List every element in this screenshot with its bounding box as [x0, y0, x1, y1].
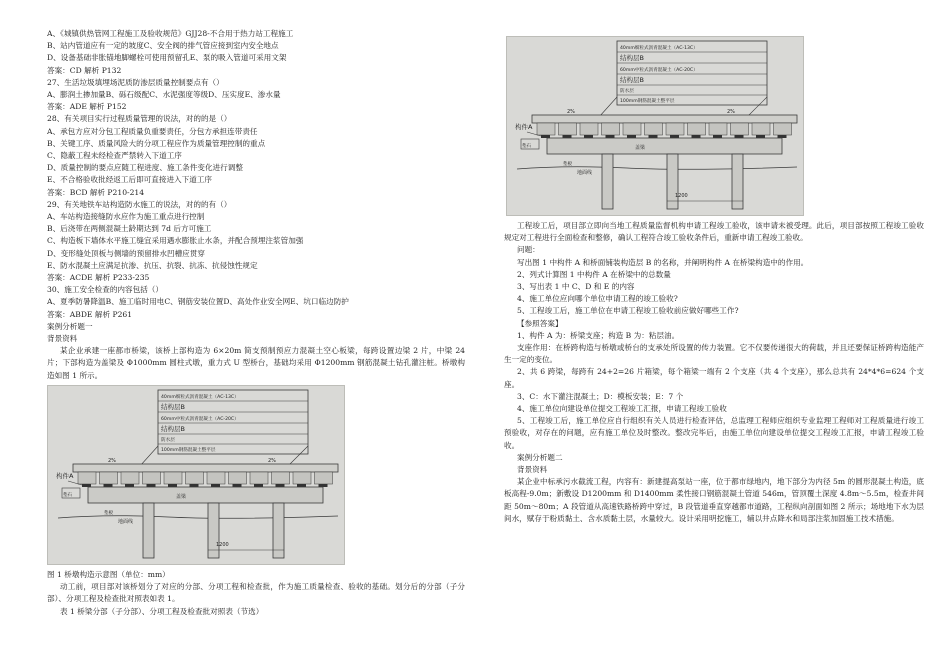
- left-text-lines: [47, 28, 465, 345]
- girder-section: [709, 123, 727, 135]
- table-caption: 表 1 桥梁分部（子分部）、分项工程及检查批对照表（节选）: [60, 606, 264, 616]
- question-2: 2、列式计算图 1 中构件 A 在桥梁中的总数量: [517, 269, 671, 279]
- case2-background: 背景资料: [517, 465, 548, 475]
- bearing-pad: [670, 135, 679, 138]
- answer-5: 5、工程竣工后，施工单位应自行组织有关人员进行检查评估，总监理工程师应组织专业监理工程师对工程质量进行竣工预验收，对存在的问题，应有施工单位及时整改。整改完毕后，由施工单位向建设单位提交工程竣工汇报，申请工程竣工验收。: [504, 416, 924, 450]
- text-line: C、构造板下墙体水平施工缝宜采用遇水膨胀止水条，并配合预埋注浆管加强: [47, 236, 304, 246]
- answer-1a: 1、构件 A 为：桥梁支座；构造 B 为：粘层油。: [517, 330, 680, 340]
- answer-4: 4、施工单位向建设单位提交工程竣工汇报，申请工程竣工验收: [517, 404, 727, 414]
- girder-section: [293, 472, 311, 484]
- component-a-label: 构件A: [56, 471, 74, 480]
- text-line: B、关键工序、质量风险大的分项工程应作为质量管理控制的重点: [47, 138, 266, 148]
- pier-column: [602, 154, 613, 209]
- layer-label-layerB1: 结构层B: [161, 402, 185, 411]
- text-line: E、防水混凝土应满足抗渗、抗压、抗裂、抗冻、抗侵蚀性规定: [47, 260, 258, 270]
- ground-line-label: 地面线: [118, 518, 134, 525]
- girder-section: [100, 472, 118, 484]
- question-5: 5、工程竣工后，施工单位在申请工程竣工验收前应做好哪些工作?: [517, 306, 739, 316]
- text-line: 28、有关项目实行过程质量管理的说法，对的的是（）: [47, 114, 232, 124]
- bearing-pad: [584, 135, 593, 138]
- layer-label-layerB2: 结构层B: [620, 76, 644, 84]
- girder-section: [143, 472, 161, 484]
- bearing-pad: [254, 484, 263, 487]
- text-line: 答案：ACDE 解析 P233-235: [47, 273, 150, 283]
- text-line: 答案：BCD 解析 P210-214: [47, 187, 145, 197]
- layer-label-layer3: 防水层: [620, 89, 634, 94]
- leader-line: [288, 446, 308, 466]
- girder-section: [207, 472, 225, 484]
- pier-structure-figure-2: [506, 36, 804, 216]
- answer-1b: 支座作用：在桥跨构造与桥墩或桥台的支承处所设置的传力装置。它不仅要传递很大的荷载，并且还要保证桥跨构造能产生一定的变位。: [504, 343, 924, 365]
- bearing-pad: [190, 484, 199, 487]
- bearing-pad: [82, 484, 91, 487]
- text-line: E、不合格验收批经返工后即可直接进入下道工序: [47, 175, 213, 185]
- text-line: A、膨润土掺加量B、砾石级配C、水泥强度等级D、压实度E、渗水量: [47, 90, 281, 100]
- layer-label-layer2: 60mm中粒式沥青混凝土（AC-20C）: [161, 416, 239, 422]
- text-line: C、隐蔽工程未经检查严禁转入下道工序: [47, 151, 182, 161]
- question-title: 问题：: [517, 245, 540, 255]
- text-line: A、《城镇供热管网工程施工及验收规范》GJJ28-不合用于热力站工程施工: [47, 29, 294, 38]
- pier-diagram: [48, 386, 344, 564]
- case2-title: 案例分析题二: [517, 452, 563, 462]
- answer-3: 3、C：水下灌注混凝土；D：模板安装；E：7 个: [517, 391, 684, 401]
- text-line: A、车站构造接缝防水应作为施工重点进行控制: [47, 212, 205, 222]
- cushion-label: 垫板: [104, 510, 113, 516]
- leader-line: [140, 446, 158, 466]
- layer-label-layer4: 100mm钢筋混凝土整平层: [620, 99, 675, 104]
- bearing-pad: [233, 484, 242, 487]
- girder-section: [645, 123, 663, 135]
- ground-line-label: 地面线: [577, 170, 593, 176]
- case2-paragraph: 某企业中标承污水截流工程，内容有：新建提高泵站一座，位于都市绿地内，地下部分为内径 5m 的圆形混凝土构造，底板高程-9.0m；新敷设 D1200mm 和 D1400mm 柔性接口钢筋混凝土管道 546m，管顶覆土深度 4.8m～5.5m，检查井间距 50m～80m；A 段管道从高速铁路桥跨中穿过，B 段管道垂直穿越都市道路，工程纵向剖面如图 2 所示；场地地下水为层间水，赋存于粉质黏土、含水质黏土层，水量较大。设计采用明挖施工，辅以井点降水和局部注浆加固施工技术措施。: [504, 477, 924, 523]
- girder-section: [164, 472, 182, 484]
- cap-beam-label: 盖梁: [635, 145, 646, 151]
- text-line: 案例分析题一: [47, 321, 93, 331]
- layer-label-layerB2: 结构层B: [161, 424, 185, 433]
- completion-paragraph: 工程竣工后，项目部立即向当地工程质量监督机构申请工程竣工验收，该申请未被受理。此后，项目部按照工程竣工验收规定对工程进行全面检查和整修，确认工程符合竣工验收条件后，重新申请工程竣工验收。: [504, 221, 924, 243]
- text-line: D、质量控制的要点应随工程进度、施工条件变化进行调整: [47, 163, 243, 173]
- text-line: 答案：ADE 解析 P152: [47, 102, 127, 112]
- layer-label-layer4: 100mm钢筋混凝土整平层: [161, 447, 216, 453]
- pier-structure-figure: [47, 385, 345, 565]
- background-paragraph: 某企业承建一座都市桥梁，该桥上部构造为 6×20m 简支预制预应力混凝土空心板梁，每跨设置边梁 2 片，中梁 24 片；下部构造为盖梁及 Φ1000mm 圆柱式墩，重力式 U 型桥台，基础均采用 Φ1200mm 钢筋混凝土钻孔灌注桩。桥墩构造如图 1 所示。: [47, 346, 465, 380]
- slope-label-left: 2%: [567, 109, 575, 115]
- bridge-deck: [73, 464, 338, 472]
- dimension-1200-label: 1200: [216, 541, 229, 548]
- girder-section: [315, 472, 333, 484]
- slope-label-left: 2%: [108, 457, 116, 464]
- bearing-pad: [692, 135, 701, 138]
- ground-line: [58, 516, 338, 519]
- bearing-pad: [735, 135, 744, 138]
- bearing-pad: [319, 484, 328, 487]
- girder-section: [272, 472, 290, 484]
- left-column: [47, 28, 465, 618]
- question-4: 4、施工单位应向哪个单位申请工程的竣工验收?: [517, 294, 678, 304]
- girder-section: [537, 123, 555, 135]
- girder-section: [688, 123, 706, 135]
- girder-section: [623, 123, 641, 135]
- bridge-deck: [532, 115, 797, 123]
- text-line: 27、生活垃圾填埋场泥质防渗层质量控制要点有（）: [47, 77, 224, 87]
- text-line: A、承包方应对分包工程质量负重要责任，分包方承担连带责任: [47, 126, 258, 136]
- girder-section: [580, 123, 598, 135]
- text-line: 答案：ABDE 解析 P261: [47, 309, 133, 319]
- dimension-1200-label: 1200: [675, 193, 688, 199]
- bearing-pad: [713, 135, 722, 138]
- after-paragraph: 动工前，项目部对该桥划分了对应的分部、分项工程和检查批，作为施工质量检查、验收的基础。划分后的分部（子分部）、分项工程及检查批对照表如表 1。: [47, 582, 465, 604]
- answer-title: 【参照答案】: [517, 318, 563, 328]
- cushion-label: 垫板: [563, 162, 572, 167]
- bearing-pad: [756, 135, 765, 138]
- girder-section: [229, 472, 247, 484]
- bearing-pad: [606, 135, 615, 138]
- girder-section: [186, 472, 204, 484]
- layer-label-layer1: 40mm细粒式沥青混凝土（AC-13C）: [620, 46, 698, 51]
- pier-diagram-2: [507, 37, 803, 215]
- text-line: 背景资料: [47, 334, 78, 344]
- girder-section: [752, 123, 770, 135]
- question-1: 写出图 1 中构件 A 和桥面铺装构造层 B 的名称，并阐明构件 A 在桥梁构造中的作用。: [517, 257, 809, 267]
- bearing-pad: [168, 484, 177, 487]
- girder-section: [78, 472, 96, 484]
- bearing-pad: [649, 135, 658, 138]
- girder-section: [250, 472, 268, 484]
- leader-line: [747, 97, 767, 117]
- cap-beam-label: 盖梁: [176, 493, 187, 500]
- girder-section: [121, 472, 139, 484]
- bearing-pad: [563, 135, 572, 138]
- slope-label-right: 2%: [727, 109, 735, 115]
- text-line: 答案：CD 解析 P132: [47, 65, 122, 75]
- text-line: B、后浇带在两侧混凝土龄期达到 7d 后方可施工: [47, 224, 212, 234]
- slope-label-right: 2%: [268, 457, 276, 464]
- bearing-pad: [541, 135, 550, 138]
- layer-label-layerB1: 结构层B: [620, 54, 644, 62]
- cap-beam: [88, 487, 323, 503]
- figure-caption: 图 1 桥墩构造示意图（单位：mm）: [47, 569, 170, 579]
- text-line: D、设备基础非胀锚地脚螺栓可使用预留孔E、泵的吸入管道可采用文架: [47, 53, 287, 63]
- text-line: 29、有关地铁车站构造防水施工的说法，对的的有（）: [47, 199, 232, 209]
- bearing-pad: [125, 484, 134, 487]
- bearing-pad: [211, 484, 220, 487]
- cap-beam: [547, 138, 782, 154]
- bearing-pad: [147, 484, 156, 487]
- text-line: A、夏季防暑降温B、施工临时用电C、钢筋安装位置D、高处作业安全网E、坑口临边防护: [47, 297, 349, 307]
- girder-section: [731, 123, 749, 135]
- text-line: D、变形缝处顶板与侧墙的预留排水凹槽应贯穿: [47, 248, 205, 258]
- leader-line: [599, 97, 617, 117]
- question-3: 3、写出表 1 中 C、D 和 E 的内容: [517, 282, 635, 292]
- support-label: 垫石: [63, 492, 72, 498]
- girder-section: [559, 123, 577, 135]
- ground-line: [517, 167, 797, 170]
- text-line: B、站内管道应有一定的坡度C、安全阀的排气管应接到室内安全地点: [47, 41, 279, 51]
- girder-section: [666, 123, 684, 135]
- answer-2: 2、共 6 跨梁，每跨有 24+2=26 片箱梁，每个箱梁一端有 2 个支座（共 4 个支座），那么总共有 24*4*6=624 个支座。: [504, 367, 924, 389]
- bearing-pad: [297, 484, 306, 487]
- bearing-pad: [104, 484, 113, 487]
- component-a-label: 构件A: [515, 123, 533, 131]
- pier-column: [143, 503, 154, 558]
- bearing-pad: [276, 484, 285, 487]
- bearing-pad: [627, 135, 636, 138]
- girder-section: [774, 123, 792, 135]
- support-label: 垫石: [522, 144, 531, 149]
- layer-label-layer3: 防水层: [161, 437, 175, 443]
- girder-section: [602, 123, 620, 135]
- right-column: [504, 33, 924, 525]
- text-line: 30、施工安全检查的内容包括（）: [47, 285, 163, 295]
- layer-label-layer2: 60mm中粒式沥青混凝土（AC-20C）: [620, 68, 698, 73]
- layer-label-layer1: 40mm细粒式沥青混凝土（AC-13C）: [161, 394, 239, 400]
- bearing-pad: [778, 135, 787, 138]
